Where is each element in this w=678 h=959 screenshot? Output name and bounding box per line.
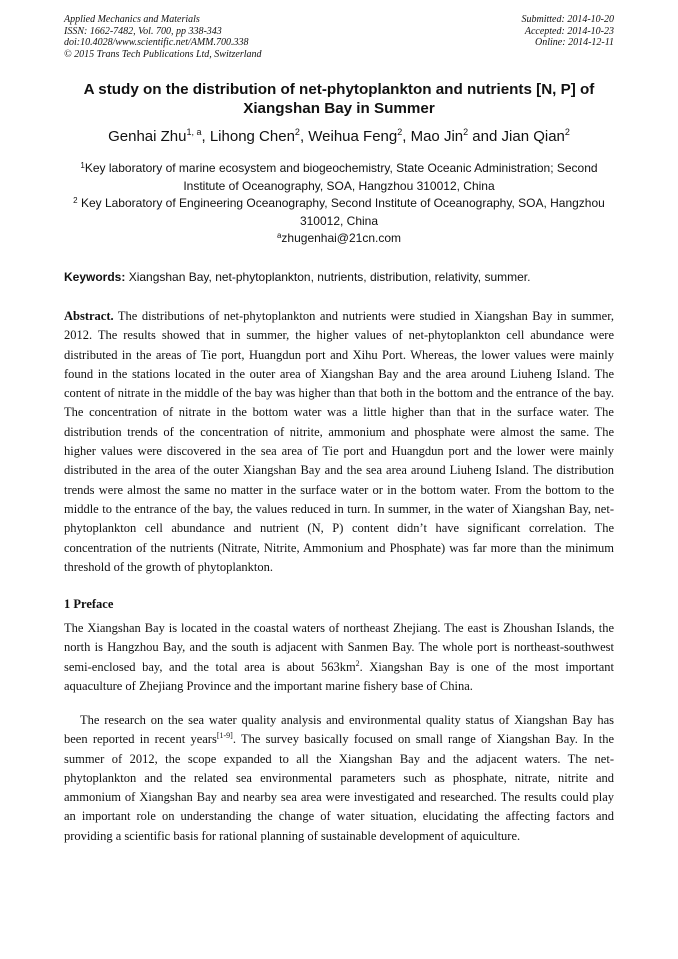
author-email[interactable]: $^a$zhugenhai@21cn.com [276, 231, 402, 245]
preface-paragraph-1: The Xiangshan Bay is located in the coastal waters of northeast Zhejiang. The east is Zhoushan Islands, the north is Hangzhou Bay, and the south is adjacent with Sanmen Bay. The whole port is northeast-southwest semi-enclosed bay, and the total area is about $563km^2$. Xiangshan Bay is one of the most important aquaculture of Zhejiang Province and the important marine fishery base of China. [64, 621, 614, 693]
abstract-label: Abstract. [64, 309, 114, 323]
preface-paragraph-2: The research on the sea water quality analysis and environmental quality status of Xiangshan Bay has been reported in recent years[1-9]. The survey basically focused on small range of Xiangshan Bay. In the summer of 2012, the scope expanded to all the Xiangshan Bay and the adjacent waters. The net-phytoplankton and the related sea environmental parameters such as phosphate, nitrate, nitrite and ammonium of Xiangshan Bay and nearby sea area were investigated and researched. The results could play an important role on understanding the change of water situation, elucidating the affecting factors and providing a scientific basis for rational planning of sustainable development of aquiculture. [64, 713, 614, 843]
issn-line: ISSN: 1662-7482, Vol. 700, pp 338-343 [64, 25, 222, 37]
author: Jian Qian$^2$ [501, 127, 570, 145]
submitted-date: Submitted: 2014-10-20 [521, 14, 614, 25]
abstract [64, 307, 614, 577]
author: Mao Jin$^2$ and [410, 127, 502, 145]
doi-line[interactable]: doi:10.4028/www.scientific.net/AMM.700.338 [64, 37, 249, 49]
author: Lihong Chen$^2$, [209, 127, 309, 145]
author: Weihua Feng$^2$, [308, 127, 411, 145]
online-date: Online: 2014-12-11 [535, 37, 614, 49]
abstract-text: The distributions of net-phytoplankton and nutrients were studied in Xiangshan Bay in summer, 2012. The results showed that in summer, the higher values of net-phytoplankton cell abundance were distributed in the areas of Tie port, Huangdun port and Xihu Port. Whereas, the lower values were mainly found in the stations located in the outer area of Xiangshan Bay and the area around Liuheng Island. The content of nitrate in the middle of the bay was higher than that both in the bottom and the entrance of the bay. The concentration of nitrate in the bottom water was a little higher than that in the surface water. The distribution trends of the concentration of nitrite, ammonium and phosphate were almost the same. The higher values were discovered in the sea area of Tie port and Huangdun port and the lower were mainly distributed in the area of the outer Xiangshan Bay and the sea area around Liuheng Island. The distribution trends were almost the same no matter in the surface water or in the bottom water. From the bottom to the middle to the entrance of the bay, the values reduced in turn. In summer, in the water of Xiangshan Bay, net-phytoplankton cell abundance and nutrient (N, P) content didn’t have significant correlation. The concentration of the nutrients (Nitrate, Nitrite, Ammonium and Phosphate) was far more than the minimum threshold of the growth of phytoplankton. [64, 309, 614, 574]
publication-info [64, 14, 262, 60]
publication-dates [522, 14, 615, 49]
author: Genhai Zhu$^{1, a}$, [108, 127, 210, 145]
keywords-text: Xiangshan Bay, net-phytoplankton, nutrients, distribution, relativity, summer. [125, 270, 531, 284]
copyright-line: © 2015 Trans Tech Publications Ltd, Switzerland [64, 48, 262, 60]
citation-ref[interactable]: [1-9] [216, 731, 233, 741]
paper-title: A study on the distribution of net-phytoplankton and nutrients [N, P] of Xiangshan Bay in Summer [83, 81, 595, 117]
section-heading: 1 Preface [64, 597, 114, 611]
journal-name: Applied Mechanics and Materials [64, 14, 200, 25]
affiliations [58, 160, 620, 248]
accepted-date: Accepted: 2014-10-23 [524, 25, 614, 37]
author-list [40, 127, 638, 147]
affiliation-1: $^1$Key laboratory of marine ecosystem and biogeochemistry, State Oceanic Administration; Second Institute of Oceanography, SOA, Hangzhou 310012, China [80, 161, 598, 193]
keywords [64, 269, 616, 285]
keywords-label: Keywords: [64, 270, 126, 284]
affiliation-2: $^2$ Key Laboratory of Engineering Oceanography, Second Institute of Oceanography, SOA, Hangzhou 310012, China [73, 196, 605, 228]
